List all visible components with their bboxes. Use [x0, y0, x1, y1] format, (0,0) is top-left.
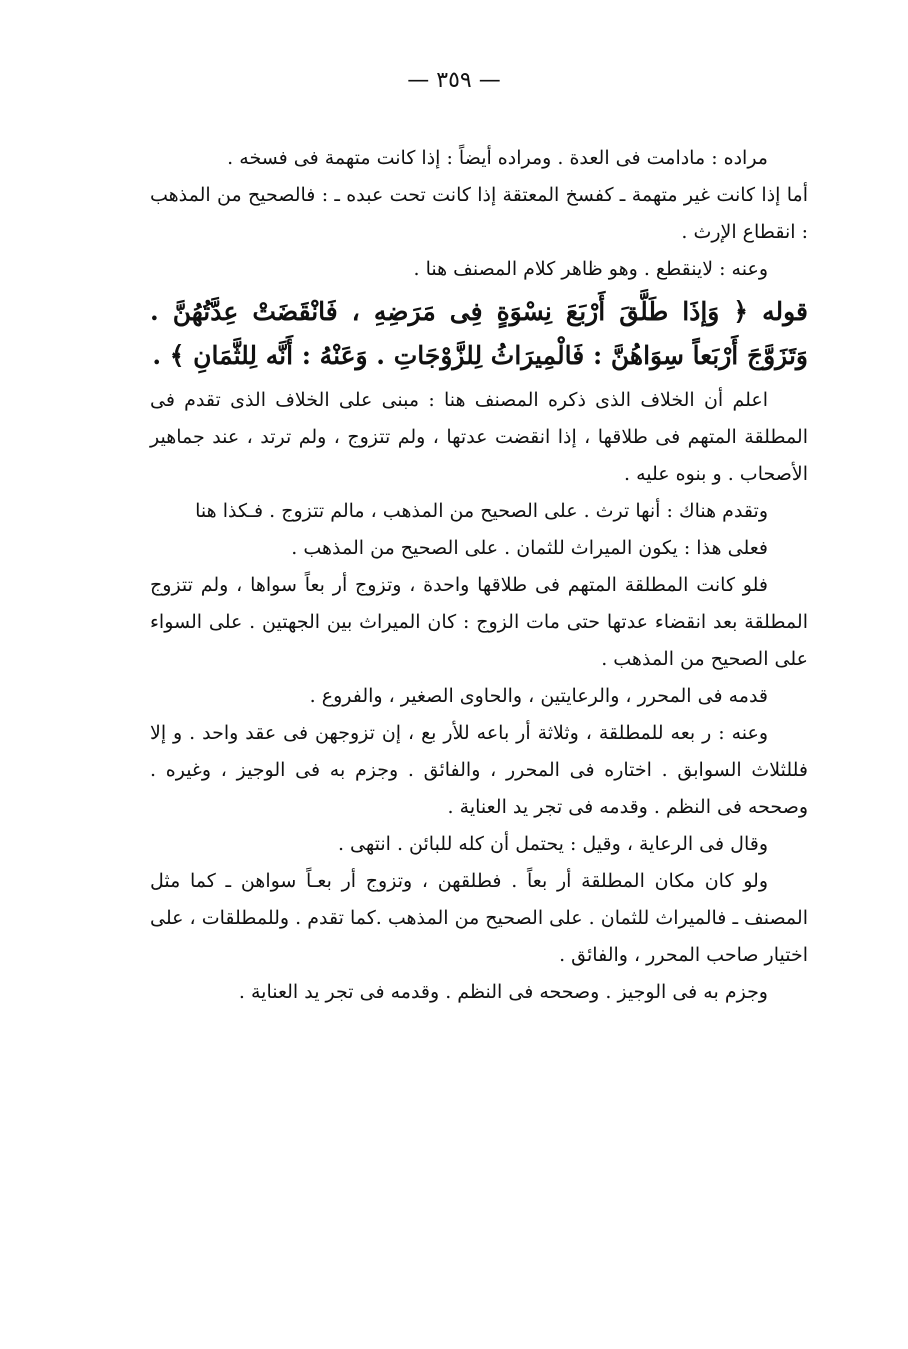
paragraph-10: وعنه : ر بعه للمطلقة ، وثلاثة أر باعه للأر بع ، إن تزوجهن فى عقد واحد . و إلا فللثلاث السوابق . اختاره فى المحرر ، والفائق . وجزم به فى الوجيز ، وغيره . وصححه فى النظم . وقدمه فى تجر يد العناية .: [150, 722, 808, 818]
paragraph-3: وعنه : لاينقطع . وهو ظاهر كلام المصنف هنا .: [413, 258, 768, 280]
quoted-matn: قوله ﴿ وَإذَا طَلَّقَ أَرْبَعَ نِسْوَةٍ فِى مَرَضِهِ ، فَانْقَضَتْ عِدَّتُهُنَّ . وَتَزَوَّجَ أَرْبَعاً سِوَاهُنَّ : فَالْمِيرَاثُ لِلزَّوْجَاتِ . وَعَنْهُ : أَنَّه لِلثَّمَانِ ﴾ .: [150, 297, 808, 370]
page-number: — ٣٥٩ —: [407, 68, 501, 93]
paragraph-2: أما إذا كانت غير متهمة ـ كفسخ المعتقة إذا كانت تحت عبده ـ : فالصحيح من المذهب : انقطاع الإرث .: [150, 184, 808, 243]
paragraph-13: وجزم به فى الوجيز . وصححه فى النظم . وقدمه فى تجر يد العناية .: [238, 981, 768, 1003]
page-body: [150, 140, 808, 1011]
paragraph-9: قدمه فى المحرر ، والرعايتين ، والحاوى الصغير ، والفروع .: [309, 685, 768, 707]
paragraph-6: وتقدم هناك : أنها ترث . على الصحيح من المذهب ، مالم تتزوج . فـكذا هنا: [195, 500, 768, 522]
paragraph-5: اعلم أن الخلاف الذى ذكره المصنف هنا : مبنى على الخلاف الذى تقدم فى المطلقة المتهم فى طلاقها ، إذا انقضت عدتها ، ولم تتزوج ، ولم ترتد ، عند جماهير الأصحاب . و بنوه عليه .: [150, 389, 808, 485]
paragraph-12: ولو كان مكان المطلقة أر بعاً . فطلقهن ، وتزوج أر بعـاً سواهن ـ كما مثل المصنف ـ فالميراث للثمان . على الصحيح من المذهب .كما تقدم . وللمطلقات ، على اختيار صاحب المحرر ، والفائق .: [150, 870, 808, 966]
paragraph-7: فعلى هذا : يكون الميراث للثمان . على الصحيح من المذهب .: [291, 537, 768, 559]
paragraph-1: مراده : مادامت فى العدة . ومراده أيضاً : إذا كانت متهمة فى فسخه .: [227, 147, 768, 169]
paragraph-8: فلو كانت المطلقة المتهم فى طلاقها واحدة ، وتزوج أر بعاً سواها ، ولم تتزوج المطلقة بعد انقضاء عدتها حتى مات الزوج : كان الميراث بين الجهتين . على السواء على الصحيح من المذهب .: [150, 574, 808, 670]
paragraph-11: وقال فى الرعاية ، وقيل : يحتمل أن كله للبائن . انتهى .: [337, 833, 768, 855]
